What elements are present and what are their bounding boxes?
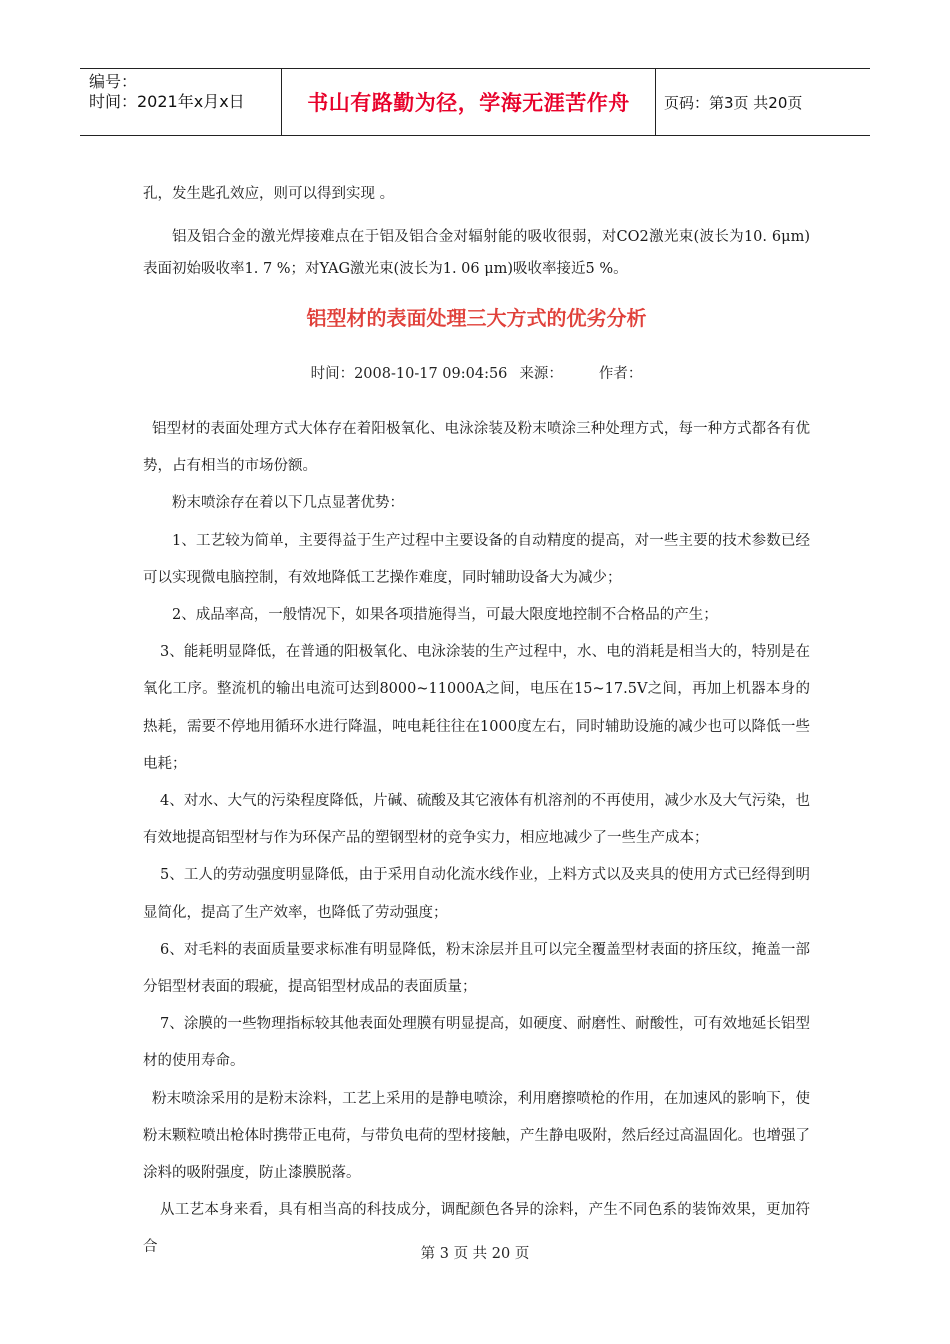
header-left-cell	[80, 69, 282, 135]
body-paragraph: 7、涂膜的一些物理指标较其他表面处理膜有明显提高，如硬度、耐磨性、耐酸性，可有效地延长铝型材的使用寿命。	[143, 1016, 810, 1070]
body-paragraph: 铝型材的表面处理方式大体存在着阳极氧化、电泳涂装及粉末喷涂三种处理方式，每一种方式都各有优势，占有相当的市场份额。	[143, 421, 810, 475]
header-motto: 书山有路勤为径，学海无涯苦作舟	[282, 69, 656, 135]
date-label: 时间：2021年x月x日	[89, 92, 245, 111]
body-paragraph: 2、成品率高，一般情况下，如果各项措施得当，可最大限度地控制不合格品的产生；	[172, 607, 718, 624]
body-paragraph: 4、对水、大气的污染程度降低，片碱、硫酸及其它液体有机溶剂的不再使用，减少水及大气污染，也有效地提高铝型材与作为环保产品的塑钢型材的竞争实力，相应地减少了一些生产成本；	[143, 793, 810, 847]
body-paragraph: 5、工人的劳动强度明显降低，由于采用自动化流水线作业，上料方式以及夹具的使用方式已经得到明显简化，提高了生产效率，也降低了劳动强度；	[143, 867, 810, 921]
article-body	[143, 411, 810, 1267]
article-time: 时间：2008-10-17 09:04:56	[310, 366, 508, 382]
page-header	[80, 68, 870, 136]
serial-label: 编号：	[89, 72, 138, 91]
page-footer: 第 3 页 共 20 页	[420, 1246, 530, 1262]
article-source-label: 来源：	[519, 366, 563, 382]
article-author-label: 作者：	[598, 366, 643, 382]
body-paragraph: 3、能耗明显降低，在普通的阳极氧化、电泳涂装的生产过程中，水、电的消耗是相当大的，特别是在氧化工序。整流机的输出电流可达到8000~11000A之间，电压在15~17.5V之间，再加上机器本身的热耗，需要不停地用循环水进行降温，吨电耗往往在1000度左右，同时辅助设施的减少也可以降低一些电耗；	[143, 644, 810, 772]
body-paragraph: 从工艺本身来看，具有相当高的科技成分，调配颜色各异的涂料，产生不同色系的装饰效果，更加符合	[143, 1202, 810, 1256]
article-meta	[143, 362, 810, 383]
article-title: 铝型材的表面处理三大方式的优劣分析	[306, 306, 647, 330]
intro-line: 孔，发生匙孔效应，则可以得到实现 。	[143, 186, 395, 202]
body-paragraph: 粉末喷涂存在着以下几点显著优势：	[172, 495, 404, 512]
intro-paragraph: 铝及铝合金的激光焊接难点在于铝及铝合金对辐射能的吸收很弱，对CO2激光束(波长为10. 6μm) 表面初始吸收率1. 7 %；对YAG激光束(波长为1. 06 μm)吸收率接近5 %。	[143, 229, 810, 277]
intro-section	[143, 176, 810, 285]
body-paragraph: 6、对毛料的表面质量要求标准有明显降低，粉末涂层并且可以完全覆盖型材表面的挤压纹，掩盖一部分铝型材表面的瑕疵，提高铝型材成品的表面质量；	[143, 941, 810, 996]
body-paragraph: 粉末喷涂采用的是粉末涂料，工艺上采用的是静电喷涂，利用磨擦喷枪的作用，在加速风的影响下，使粉末颗粒喷出枪体时携带正电荷，与带负电荷的型材接触，产生静电吸附，然后经过高温固化。也增强了涂料的吸附强度，防止漆膜脱落。	[143, 1090, 810, 1182]
header-page-info: 页码：第3页 共20页	[664, 93, 803, 112]
body-paragraph: 1、工艺较为简单，主要得益于生产过程中主要设备的自动精度的提高，对一些主要的技术参数已经可以实现微电脑控制，有效地降低工艺操作难度，同时辅助设备大为减少；	[143, 532, 810, 586]
